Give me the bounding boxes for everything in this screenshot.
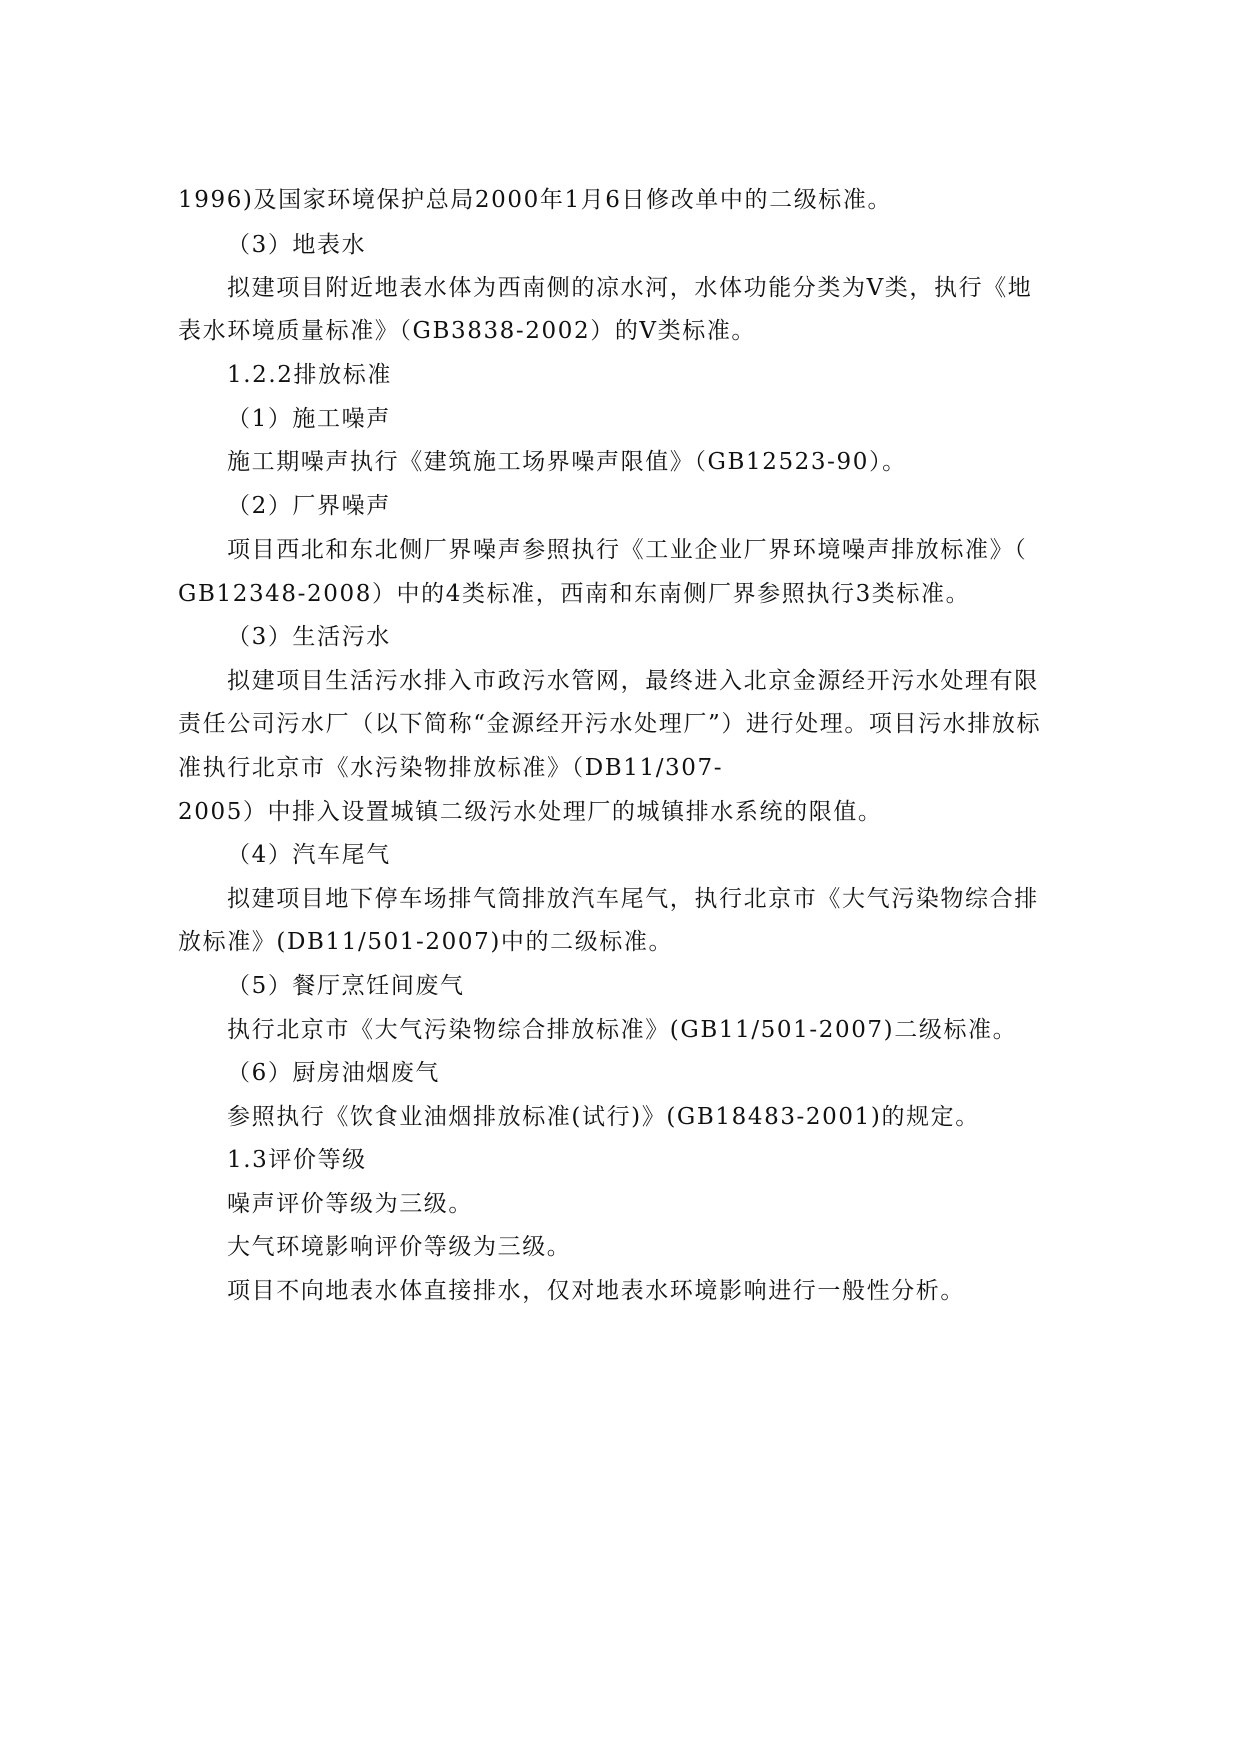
paragraph-line: 执行北京市《大气污染物综合排放标准》(GB11/501-2007)二级标准。 [227,1017,1018,1043]
heading-construction-noise: （1）施工噪声 [227,406,391,432]
paragraph-line: 拟建项目附近地表水体为西南侧的凉水河，水体功能分类为V类，执行《地 [227,275,1033,301]
heading-vehicle-exhaust: （4）汽车尾气 [227,842,391,868]
section-heading-emission-standards: 1.2.2排放标准 [227,362,392,388]
paragraph-line: 表水环境质量标准》（GB3838-2002）的V类标准。 [178,318,757,344]
paragraph-line: 拟建项目地下停车场排气筒排放汽车尾气，执行北京市《大气污染物综合排 [227,886,1039,912]
paragraph-line: 2005）中排入设置城镇二级污水处理厂的城镇排水系统的限值。 [178,799,883,825]
paragraph-line: 责任公司污水厂（以下简称“金源经开污水处理厂”）进行处理。项目污水排放标 [178,711,1042,737]
paragraph-line: 放标准》(DB11/501-2007)中的二级标准。 [178,929,674,955]
paragraph-line: 项目不向地表水体直接排水，仅对地表水环境影响进行一般性分析。 [227,1278,965,1304]
paragraph-line: 准执行北京市《水污染物排放标准》（DB11/307- [178,755,724,781]
heading-restaurant-exhaust: （5）餐厅烹饪间废气 [227,973,465,999]
section-heading-assessment-level: 1.3评价等级 [227,1147,367,1173]
paragraph-line: 大气环境影响评价等级为三级。 [227,1234,572,1260]
heading-kitchen-fumes: （6）厨房油烟废气 [227,1060,441,1086]
paragraph-line: 噪声评价等级为三级。 [227,1191,473,1217]
heading-domestic-sewage: （3）生活污水 [227,624,391,650]
paragraph-line: 施工期噪声执行《建筑施工场界噪声限值》（GB12523-90）。 [227,449,907,475]
heading-surface-water: （3）地表水 [227,232,367,258]
paragraph-line: 参照执行《饮食业油烟排放标准(试行)》(GB18483-2001)的规定。 [227,1104,980,1130]
text-line-continuation: 1996)及国家环境保护总局2000年1月6日修改单中的二级标准。 [178,187,893,213]
heading-boundary-noise: （2）厂界噪声 [227,493,391,519]
paragraph-line: 拟建项目生活污水排入市政污水管网，最终进入北京金源经开污水处理有限 [227,668,1039,694]
paragraph-line: GB12348-2008）中的4类标准，西南和东南侧厂界参照执行3类标准。 [178,581,971,607]
paragraph-line: 项目西北和东北侧厂界噪声参照执行《工业企业厂界环境噪声排放标准》（ [227,537,1028,563]
